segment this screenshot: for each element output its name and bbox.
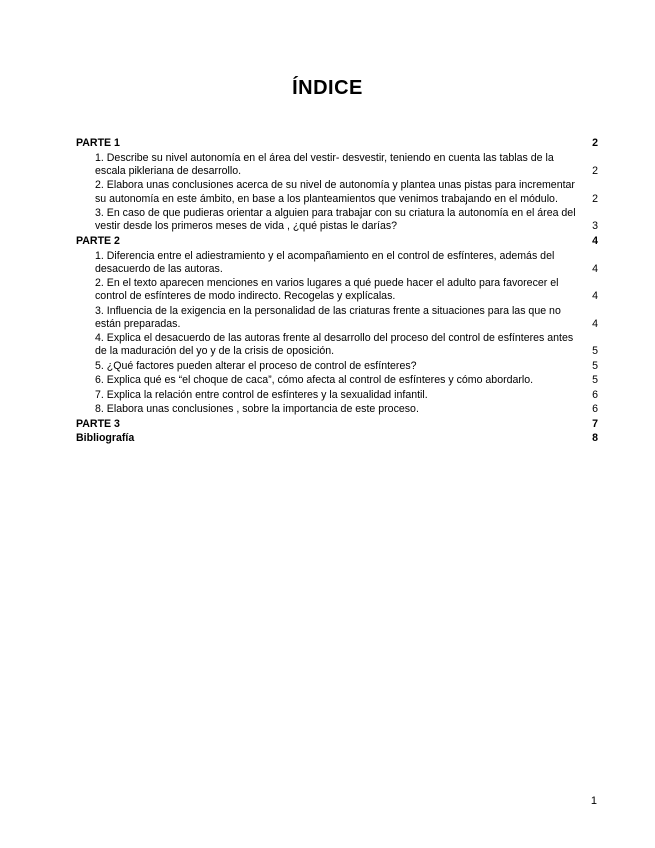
toc-entry-page: 2 [592,164,598,177]
toc-entry-page: 6 [592,388,598,401]
toc-section-1[interactable] [76,137,598,150]
toc-entry-text: 5. ¿Qué factores pueden alterar el proceso de control de esfínteres? [95,359,417,372]
toc-section-page: 8 [592,432,598,445]
toc-entry-text: 4. Explica el desacuerdo de las autoras frente al desarrollo del proceso del control de esfínteres antes de la maduración del yo y de la crisis de oposición. [95,332,574,358]
toc-entry-page: 6 [592,403,598,416]
toc-section-3[interactable] [76,418,598,431]
toc-entry-page: 3 [592,220,598,233]
toc-entry-page: 4 [592,290,598,303]
toc-section-label: PARTE 1 [76,137,120,149]
toc-entry[interactable] [76,179,598,205]
toc-entry-page: 5 [592,359,598,372]
toc-entry-text: 6. Explica qué es “el choque de caca”, cómo afecta al control de esfínteres y cómo abordarlo. [95,374,534,387]
toc-section-label: PARTE 2 [76,234,120,247]
table-of-contents [76,137,598,447]
toc-entry[interactable] [76,277,598,303]
toc-section-label: Bibliografía [76,432,135,445]
toc-entry-page: 5 [592,345,598,358]
toc-entry-text: 1. Describe su nivel autonomía en el área del vestir- desvestir, teniendo en cuenta las tablas de la escala pikleriana de desarrollo. [95,151,554,177]
footer-page-number: 1 [590,795,597,807]
toc-section-4[interactable] [76,432,598,445]
toc-entry[interactable] [76,403,598,416]
toc-entry-text: 2. En el texto aparecen menciones en varios lugares a qué puede hacer el adulto para favorecer el control de esfínteres de modo indirecto. Recogelas y explícalas. [95,277,559,303]
toc-section-page: 7 [592,417,598,430]
toc-section-label: PARTE 3 [76,417,120,430]
toc-entry[interactable] [76,360,598,373]
toc-entry-text: 3. En caso de que pudieras orientar a alguien para trabajar con su criatura la autonomía en el área del vestir desde los primeros meses de vida , ¿qué pistas le darías? [95,206,576,233]
toc-entry[interactable] [76,152,598,178]
toc-entry-page: 2 [592,192,598,205]
toc-entry-text: 3. Influencia de la exigencia en la personalidad de las criaturas frente a situaciones para las que no están preparadas. [95,304,561,330]
toc-entry-text: 7. Explica la relación entre control de esfínteres y la sexualidad infantil. [95,388,428,401]
toc-entry-page: 4 [592,262,598,275]
toc-entry-page: 5 [592,374,598,387]
toc-section-2[interactable] [76,235,598,248]
toc-entry[interactable] [76,207,598,233]
toc-entry-text: 1. Diferencia entre el adiestramiento y el acompañamiento en el control de esfínteres, además del desacuerdo de las autoras. [95,249,555,275]
toc-entry-page: 4 [592,317,598,330]
toc-entry[interactable] [76,332,598,358]
toc-entry[interactable] [76,250,598,276]
toc-entry[interactable] [76,305,598,331]
toc-entry-text: 2. Elabora unas conclusiones acerca de su nivel de autonomía y plantea unas pistas para incrementar su autonomía en este ámbito, en base a los planteamientos que venimos trabajando en el módulo. [95,179,575,205]
toc-entry[interactable] [76,389,598,402]
toc-entry[interactable] [76,374,598,387]
page-title: ÍNDICE [292,77,363,99]
toc-entry-text: 8. Elabora unas conclusiones , sobre la importancia de este proceso. [95,403,419,416]
toc-section-page: 4 [592,234,598,247]
toc-section-page: 2 [592,137,598,149]
